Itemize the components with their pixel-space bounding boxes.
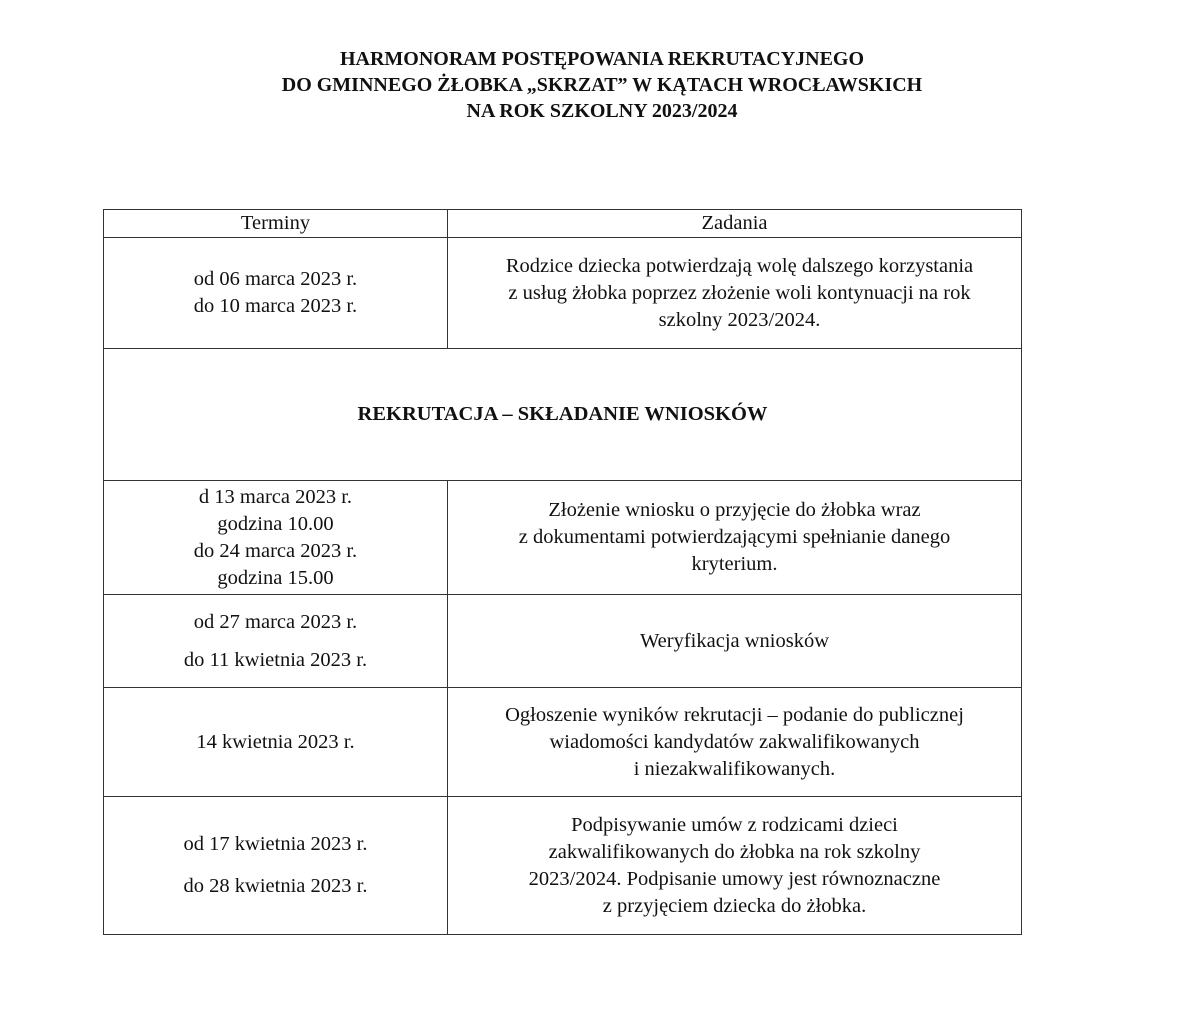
task-line: szkolny 2023/2024. [658,308,821,331]
task-cell [448,238,1022,349]
task-line: Weryfikacja wniosków [639,629,830,652]
task-line: wiadomości kandydatów zakwalifikowanych [549,730,920,753]
table-row [104,481,1022,595]
title-line-2: DO GMINNEGO ŻŁOBKA „SKRZAT” W KĄTACH WROCŁAWSKICH [281,74,923,96]
table-row [104,595,1022,688]
task-line: i niezakwalifikowanych. [633,757,836,780]
title-line-3: NA ROK SZKOLNY 2023/2024 [466,100,738,122]
task-line: zakwalifikowanych do żłobka na rok szkolny [548,840,921,863]
task-line: Podpisywanie umów z rodzicami dzieci [571,813,898,836]
terms-cell [104,688,448,797]
date-line: od 17 kwietnia 2023 r. [183,833,368,855]
task-line: Rodzice dziecka potwierdzają wolę dalszego korzystania [505,254,974,277]
task-cell [448,595,1022,688]
task-cell [448,797,1022,935]
title-line-1: HARMONORAM POSTĘPOWANIA REKRUTACYJNEGO [339,48,865,70]
column-header-tasks: Zadania [448,210,1022,238]
date-line: d 13 marca 2023 r. [198,485,353,508]
task-line: z przyjęciem dziecka do żłobka. [602,894,867,917]
task-line: kryterium. [691,553,778,575]
table-header-row [104,210,1022,238]
date-line: do 10 marca 2023 r. [193,295,358,317]
task-line: z usług żłobka poprzez złożenie woli kontynuacji na rok [508,281,971,304]
table-row [104,797,1022,935]
date-line: od 27 marca 2023 r. [193,610,358,633]
task-cell [448,481,1022,595]
task-line: 2023/2024. Podpisanie umowy jest równoznaczne [528,867,941,890]
date-line: do 28 kwietnia 2023 r. [183,875,368,897]
date-line: do 11 kwietnia 2023 r. [183,648,368,671]
column-header-terms: Terminy [104,210,448,238]
terms-cell [104,238,448,349]
task-line: Ogłoszenie wyników rekrutacji – podanie do publicznej [505,703,964,726]
section-title: REKRUTACJA – SKŁADANIE WNIOSKÓW [104,349,1022,481]
terms-cell [104,595,448,688]
date-line: 14 kwietnia 2023 r. [196,730,355,753]
schedule-table [103,209,1022,935]
table-row [104,688,1022,797]
terms-cell [104,481,448,595]
task-line: z dokumentami potwierdzającymi spełnianie danego [518,526,951,548]
terms-cell [104,797,448,935]
task-line: Złożenie wniosku o przyjęcie do żłobka wraz [548,499,921,521]
document-title [0,46,1200,124]
table-row [104,238,1022,349]
section-row [104,349,1022,481]
task-cell [448,688,1022,797]
date-line: do 24 marca 2023 r. [193,539,358,562]
time-line: godzina 15.00 [217,566,334,589]
date-line: od 06 marca 2023 r. [193,268,358,290]
time-line: godzina 10.00 [217,512,334,535]
